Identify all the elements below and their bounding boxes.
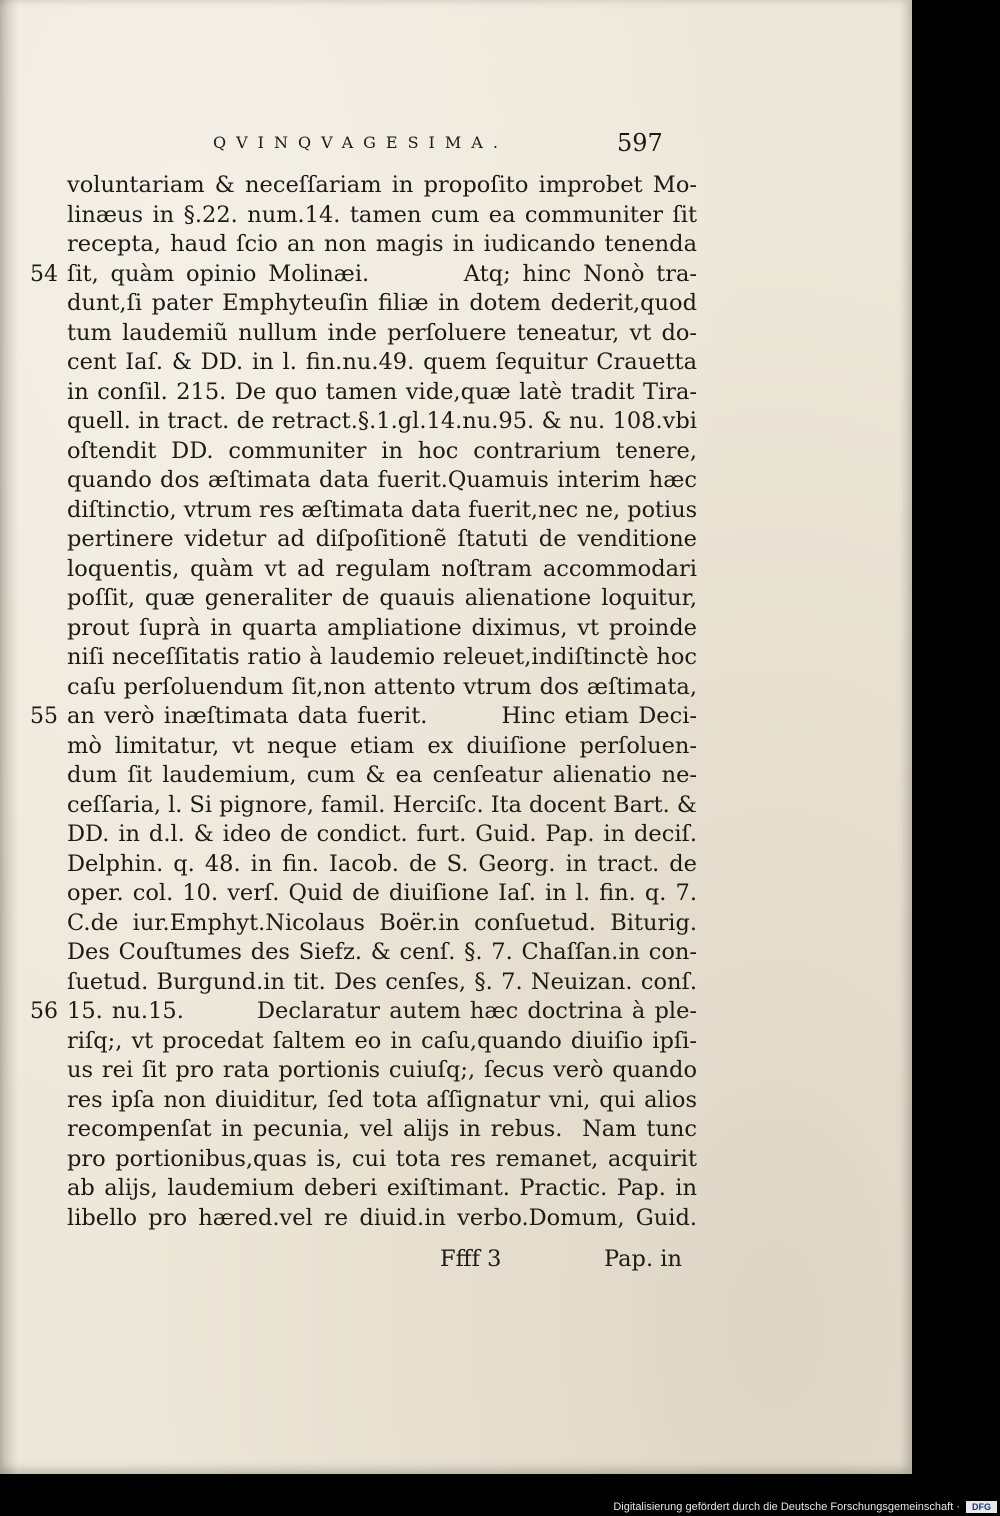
- text-line: [0, 938, 912, 968]
- line-text: Des Couſtumes des Siefz. & cenſ. §. 7. Chaſſan.in con-: [67, 939, 697, 965]
- line-text: quando dos æſtimata data fuerit.Quamuis interim hæc: [67, 467, 697, 493]
- line-text: voluntariam & neceſſariam in propoſito improbet Mo-: [67, 172, 697, 198]
- text-line: [0, 201, 912, 231]
- body-text: [0, 171, 912, 1233]
- line-text: dunt,ſi pater Emphyteuſin filiæ in dotem dederit,quod: [67, 290, 697, 316]
- text-line: [0, 614, 912, 644]
- text-line: [0, 643, 912, 673]
- line-text: DD. in d.l. & ideo de condict. furt. Guid. Pap. in deciſ.: [67, 821, 697, 847]
- line-text: 15. nu.15. Declaratur autem hæc doctrina à ple-: [67, 998, 697, 1024]
- text-line: [0, 997, 912, 1027]
- page-number: 597: [617, 129, 663, 157]
- text-line: [0, 466, 912, 496]
- line-text: mò limitatur, vt neque etiam ex diuiſione perſoluen-: [67, 732, 697, 759]
- text-line: [0, 348, 912, 378]
- margin-section-number: 56: [30, 999, 58, 1024]
- line-text: an verò inæſtimata data fuerit. Hinc etiam Deci-: [67, 703, 697, 729]
- text-line: [0, 1145, 912, 1175]
- text-line: [0, 1056, 912, 1086]
- line-text: riſq;, vt procedat ſaltem eo in caſu,quando diuiſio ipſi-: [67, 1027, 697, 1054]
- text-line: [0, 732, 912, 762]
- line-text: recompenſat in pecunia, vel alijs in rebus. Nam tunc: [67, 1116, 697, 1142]
- margin-section-number: 55: [30, 704, 58, 729]
- digitization-credit: Digitalisierung gefördert durch die Deutsche Forschungsgemeinschaft ·: [613, 1501, 960, 1513]
- line-text: ſuetud. Burgund.in tit. Des cenſes, §. 7. Neuizan. conſ.: [67, 968, 697, 995]
- text-line: [0, 791, 912, 821]
- line-text: us rei ſit pro rata portionis cuiuſq;, ſecus verò quando: [67, 1057, 697, 1083]
- text-line: [0, 496, 912, 526]
- running-head: [213, 129, 693, 163]
- running-title: QVINQVAGESIMA.: [213, 133, 508, 152]
- line-text: pertinere videtur ad diſpoſitionẽ ſtatuti de venditione: [67, 526, 697, 552]
- line-text: caſu perſoluendum ſit,non attento vtrum dos æſtimata,: [67, 673, 697, 700]
- line-text: loquentis, quàm vt ad regulam noſtram accommodari: [67, 555, 697, 582]
- margin-section-number: 54: [30, 261, 58, 287]
- text-line: [0, 525, 912, 555]
- text-line: [0, 673, 912, 703]
- line-text: recepta, haud ſcio an non magis in iudicando tenenda: [67, 231, 697, 257]
- line-text: prout ſuprà in quarta ampliatione diximus, vt proinde: [67, 614, 697, 641]
- text-line: [0, 879, 912, 909]
- text-line: [0, 289, 912, 319]
- line-text: pro portionibus,quas is, cui tota res remanet, acquirit: [67, 1145, 697, 1172]
- text-line: [0, 1027, 912, 1057]
- line-text: in conſil. 215. De quo tamen vide,quæ latè tradit Tira-: [67, 378, 697, 405]
- line-text: cent Iaſ. & DD. in l. fin.nu.49. quem ſequitur Crauetta: [67, 349, 697, 375]
- line-text: tum laudemiũ nullum inde perſoluere teneatur, vt do-: [67, 319, 697, 346]
- text-line: [0, 968, 912, 998]
- catchword: Pap. in: [604, 1246, 682, 1272]
- line-text: diſtinctio, vtrum res æſtimata data fuerit,nec ne, potius: [67, 496, 698, 523]
- line-text: C.de iur.Emphyt.Nicolaus Boër.in conſuetud. Biturig.: [67, 909, 697, 936]
- line-text: ceſſaria, l. Si pignore, famil. Herciſc. Ita docent Bart. &: [67, 791, 697, 818]
- text-line: [0, 378, 912, 408]
- text-line: [0, 407, 912, 437]
- line-text: poſſit, quæ generaliter de quauis alienatione loquitur,: [67, 585, 697, 611]
- text-line: [0, 230, 912, 260]
- text-line: [0, 171, 912, 201]
- text-line: [0, 1086, 912, 1116]
- text-line: [0, 761, 912, 791]
- line-text: oper. col. 10. verſ. Quid de diuiſione Iaſ. in l. fin. q. 7.: [67, 880, 697, 906]
- printer-signature: Ffff 3: [440, 1246, 502, 1272]
- signature-line: [0, 1246, 912, 1280]
- line-text: ſit, quàm opinio Molinæi. Atq; hinc Nonò tra-: [67, 260, 697, 287]
- line-text: linæus in §.22. num.14. tamen cum ea communiter ſit: [67, 201, 697, 228]
- line-text: niſi neceſſitatis ratio à laudemio releuet,indiſtinctè hoc: [67, 644, 697, 670]
- line-text: Delphin. q. 48. in fin. Iacob. de S. Georg. in tract. de: [67, 850, 697, 877]
- text-line: [0, 555, 912, 585]
- text-line: [0, 437, 912, 467]
- text-line: [0, 1204, 912, 1234]
- line-text: libello pro hæred.vel re diuid.in verbo.Domum, Guid.: [67, 1204, 697, 1231]
- line-text: res ipſa non diuiditur, ſed tota aſſignatur vni, qui alios: [67, 1086, 697, 1113]
- text-line: [0, 260, 912, 290]
- text-line: [0, 702, 912, 732]
- text-line: [0, 909, 912, 939]
- dfg-logo: DFG: [966, 1501, 997, 1513]
- text-line: [0, 1174, 912, 1204]
- line-text: ab alijs, laudemium deberi exiſtimant. Practic. Pap. in: [67, 1175, 697, 1201]
- line-text: oſtendit DD. communiter in hoc contrarium tenere,: [67, 437, 697, 464]
- text-line: [0, 319, 912, 349]
- line-text: dum ſit laudemium, cum & ea cenſeatur alienatio ne-: [67, 762, 697, 788]
- line-text: quell. in tract. de retract.§.1.gl.14.nu.95. & nu. 108.vbi: [67, 408, 697, 434]
- text-line: [0, 820, 912, 850]
- text-line: [0, 584, 912, 614]
- text-line: [0, 1115, 912, 1145]
- text-line: [0, 850, 912, 880]
